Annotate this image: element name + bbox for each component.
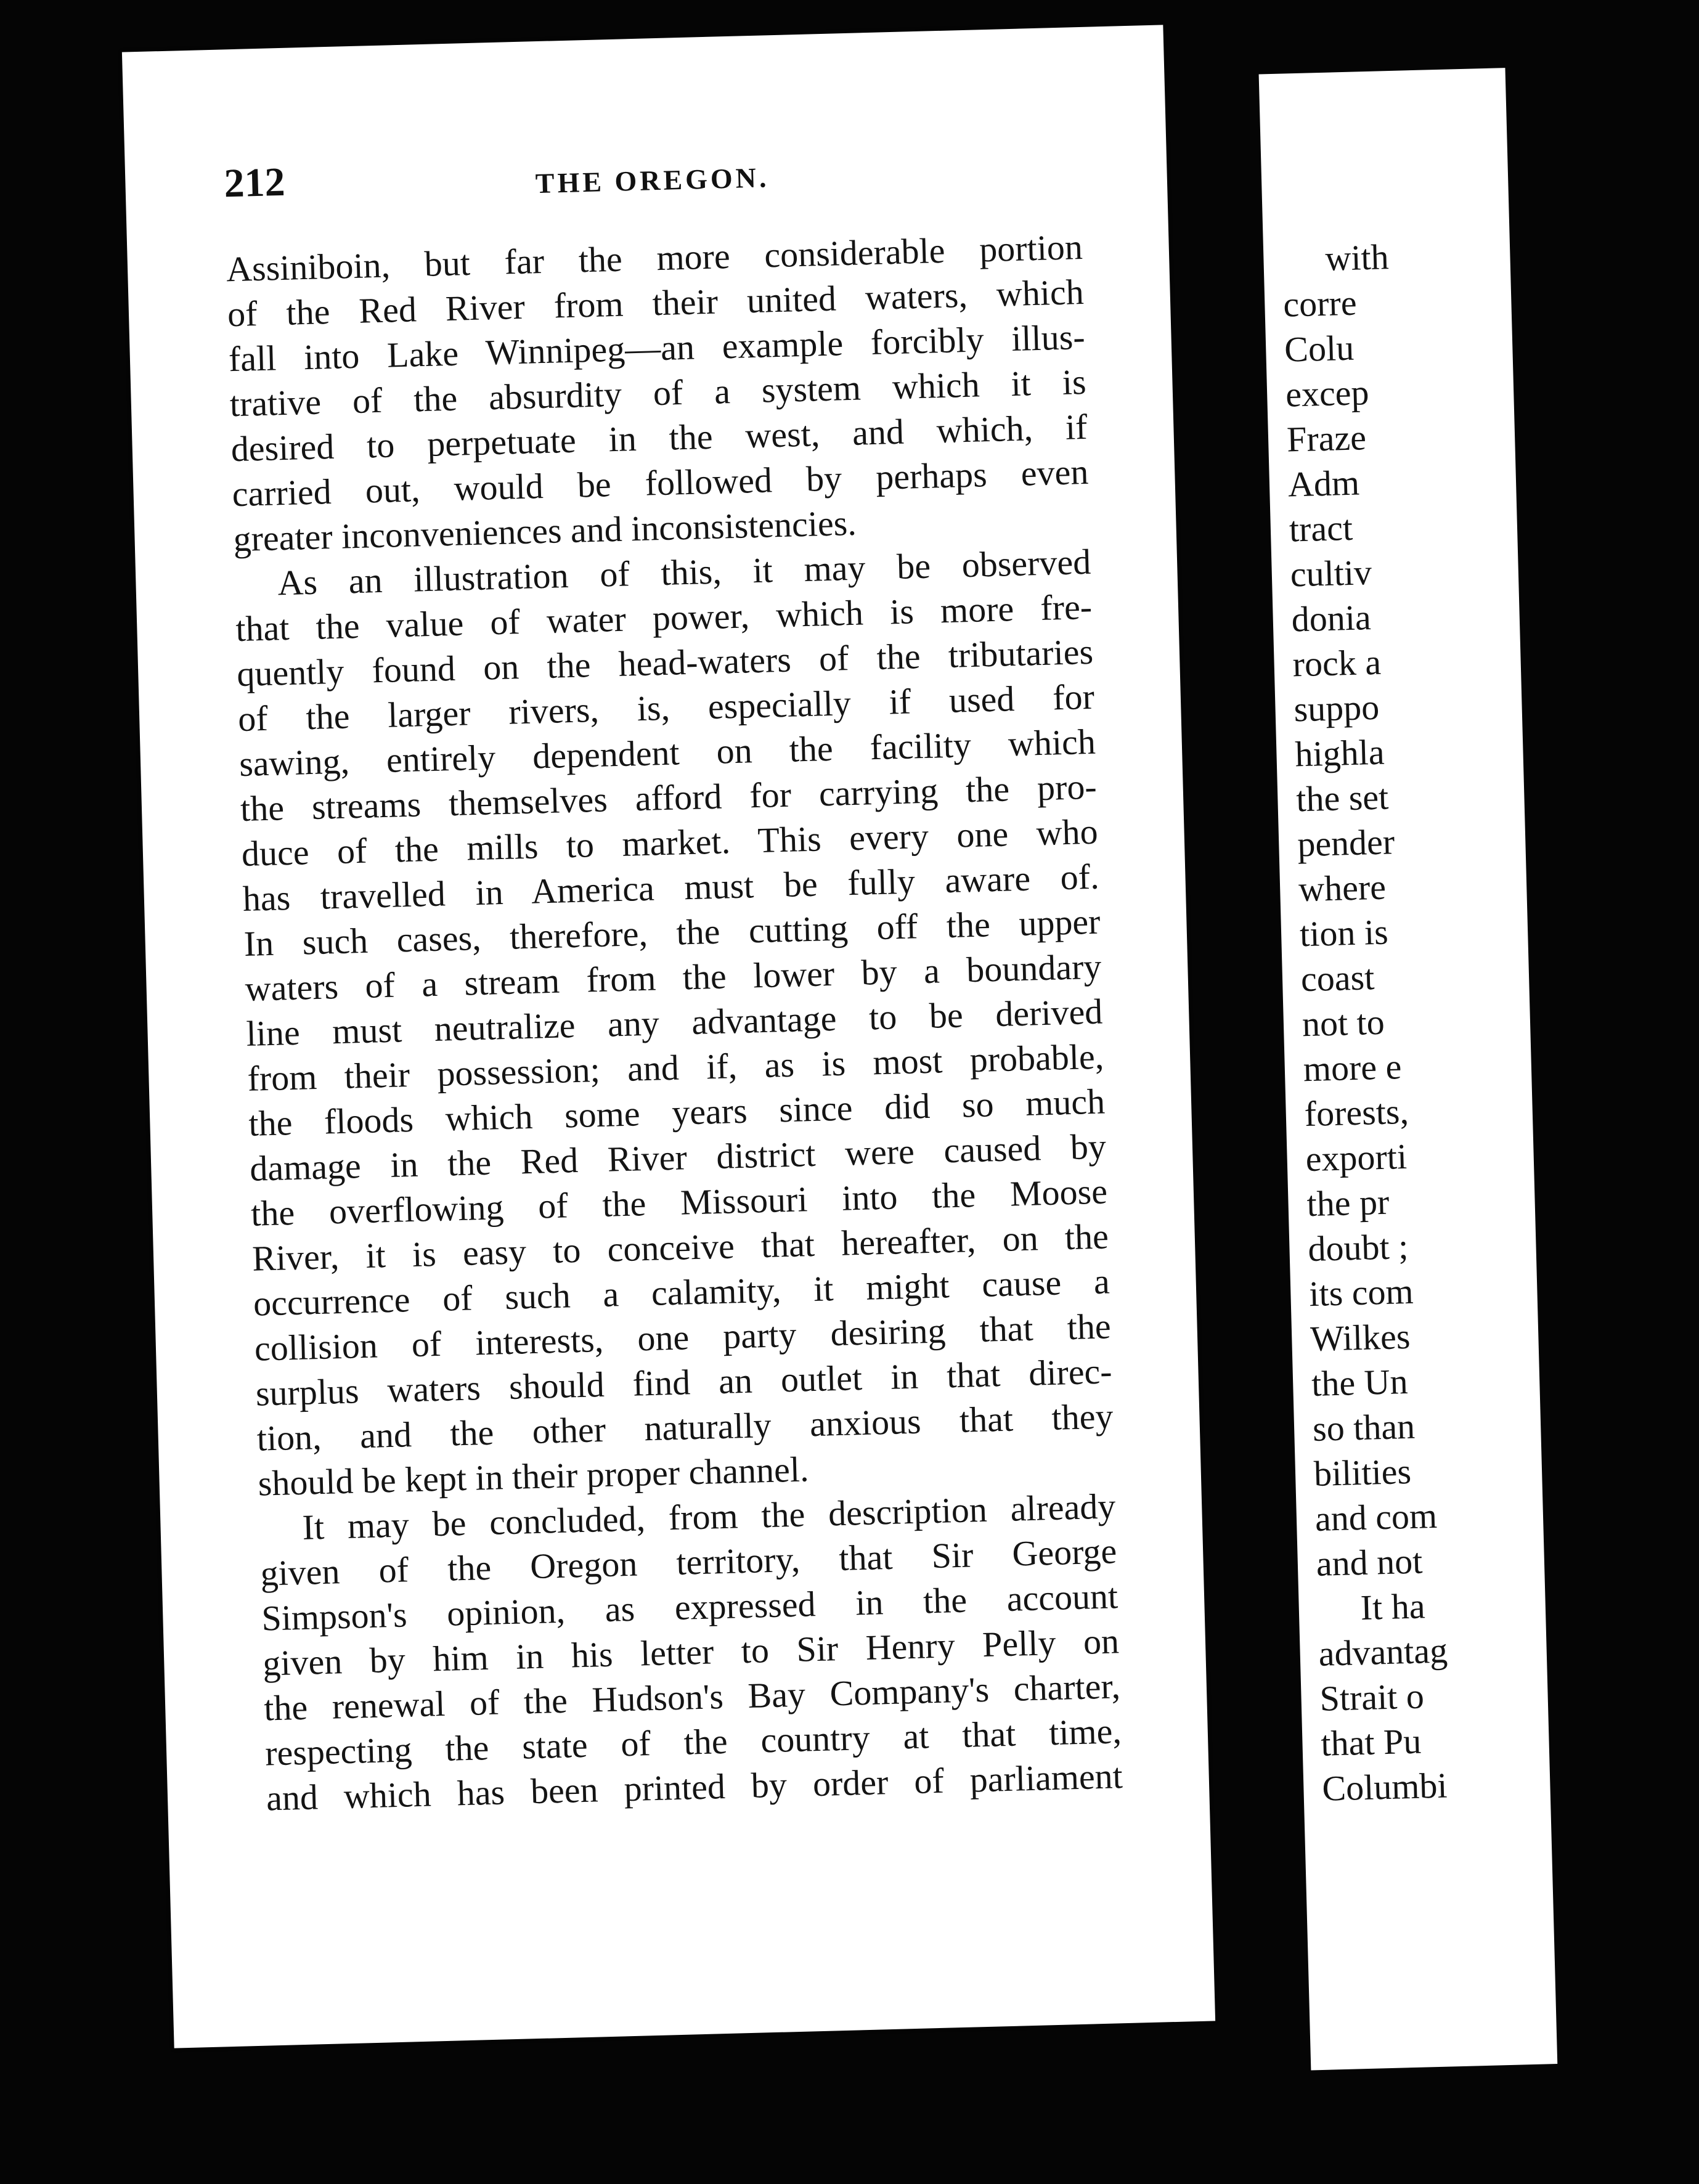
text-line: the streams themselves afford for carrying the pro- [240, 766, 1098, 829]
fragment-line: more e [1303, 1046, 1403, 1090]
text-line: given by him in his letter to Sir Henry Pelly on [262, 1621, 1120, 1684]
fragment-line: Adm [1287, 462, 1360, 505]
fragment-line: doubt ; [1307, 1226, 1409, 1269]
fragment-line: excep [1285, 372, 1370, 415]
fragment-line: tract [1289, 507, 1353, 550]
fragment-line: Wilkes [1310, 1316, 1411, 1359]
fragment-line: cultiv [1290, 552, 1372, 595]
text-line: the renewal of the Hudson's Bay Company's charter, [263, 1666, 1121, 1729]
text-line: respecting the state of the country at that time, [264, 1711, 1122, 1774]
text-line: In such cases, therefore, the cutting off the upper [243, 901, 1101, 964]
fragment-line: bilities [1313, 1451, 1412, 1494]
paragraph [234, 539, 1115, 1506]
fragment-line: its com [1308, 1271, 1414, 1314]
fragment-line: not to [1302, 1001, 1385, 1045]
body-text [226, 224, 1123, 1821]
text-line: waters of a stream from the lower by a boundary [244, 946, 1102, 1009]
text-line: trative of the absurdity of a system which it is [229, 361, 1087, 425]
text-line: tion, and the other naturally anxious that they [256, 1396, 1114, 1459]
text-line: surplus waters should find an outlet in that direc- [255, 1351, 1113, 1414]
fragment-line: and com [1314, 1495, 1438, 1539]
text-line: damage in the Red River district were caused by [249, 1126, 1107, 1189]
fragment-line: corre [1282, 282, 1358, 325]
text-line: sawing, entirely dependent on the facility which [238, 721, 1096, 784]
text-line: given of the Oregon territory, that Sir George [259, 1531, 1117, 1594]
text-line: Simpson's opinion, as expressed in the account [261, 1576, 1118, 1639]
text-line: As an illustration of this, it may be observed [277, 541, 1091, 603]
text-line: the floods which some years since did so much [248, 1081, 1106, 1144]
fragment-line: Strait o [1319, 1676, 1425, 1719]
text-line: collision of interests, one party desiring that the [254, 1306, 1112, 1369]
fragment-line: the set [1295, 776, 1390, 820]
text-line: has travelled in America must be fully aware of. [242, 856, 1100, 919]
text-line: greater inconveniences and inconsistencies. [232, 502, 857, 560]
fragment-line: suppo [1293, 687, 1380, 730]
fragment-line: where [1298, 866, 1387, 910]
text-line: quently found on the head-waters of the tributaries [236, 631, 1094, 695]
text-line: River, it is easy to conceive that hereafter, on the [251, 1216, 1109, 1279]
text-line: of the Red River from their united waters, which [227, 271, 1085, 335]
fragment-line: It ha [1359, 1586, 1426, 1628]
fragment-line: donia [1290, 597, 1372, 640]
fragment-line: so than [1312, 1406, 1416, 1449]
running-head-title: THE OREGON. [535, 161, 770, 200]
paragraph [226, 224, 1090, 561]
fragment-line: that Pu [1320, 1721, 1422, 1764]
fragment-line: the Un [1311, 1361, 1409, 1404]
text-line: should be kept in their proper channel. [257, 1449, 810, 1504]
fragment-line: tion is [1299, 911, 1389, 955]
running-head [224, 138, 1082, 216]
fragment-line: highla [1294, 731, 1385, 775]
fragment-line: Fraze [1286, 417, 1367, 460]
text-line: occurrence of such a calamity, it might cause a [253, 1261, 1110, 1324]
fragment-line: the pr [1306, 1181, 1390, 1224]
text-line: Assiniboin, but far the more considerable portion [226, 226, 1083, 290]
text-line: It may be concluded, from the description already [301, 1486, 1117, 1547]
text-line: line must neutralize any advantage to be derived [245, 991, 1104, 1054]
fragment-line: Colu [1284, 327, 1355, 370]
fragment-line: and not [1316, 1541, 1424, 1584]
text-line: of the larger rivers, is, especially if used for [237, 676, 1095, 740]
text-line: carried out, would be followed by perhaps even [231, 451, 1090, 515]
fragment-line: pender [1297, 821, 1395, 865]
right-page-fragment [1259, 68, 1558, 2070]
text-line: that the value of water power, which is more fre- [235, 586, 1093, 650]
right-page-text [1282, 227, 1693, 1811]
paragraph [259, 1483, 1123, 1820]
fragment-line: forests, [1303, 1091, 1409, 1135]
fragment-line: advantag [1318, 1630, 1448, 1674]
fragment-line: rock a [1292, 642, 1382, 685]
text-line: fall into Lake Winnipeg—an example forcibly illus- [228, 316, 1086, 380]
left-page [122, 25, 1215, 2048]
text-line: duce of the mills to market. This every one who [241, 811, 1099, 874]
text-line: and which has been printed by order of parliament [266, 1756, 1123, 1819]
text-line: the overflowing of the Missouri into the Moose [250, 1171, 1108, 1234]
fragment-line: exporti [1305, 1136, 1408, 1180]
text-line: desired to perpetuate in the west, and which, if [230, 406, 1088, 470]
page-number: 212 [223, 159, 286, 206]
fragment-line: with [1324, 237, 1390, 279]
text-line: from their possession; and if, as is most probable, [246, 1036, 1104, 1099]
fragment-line: Columbi [1321, 1765, 1448, 1809]
fragment-line: coast [1300, 957, 1375, 1000]
